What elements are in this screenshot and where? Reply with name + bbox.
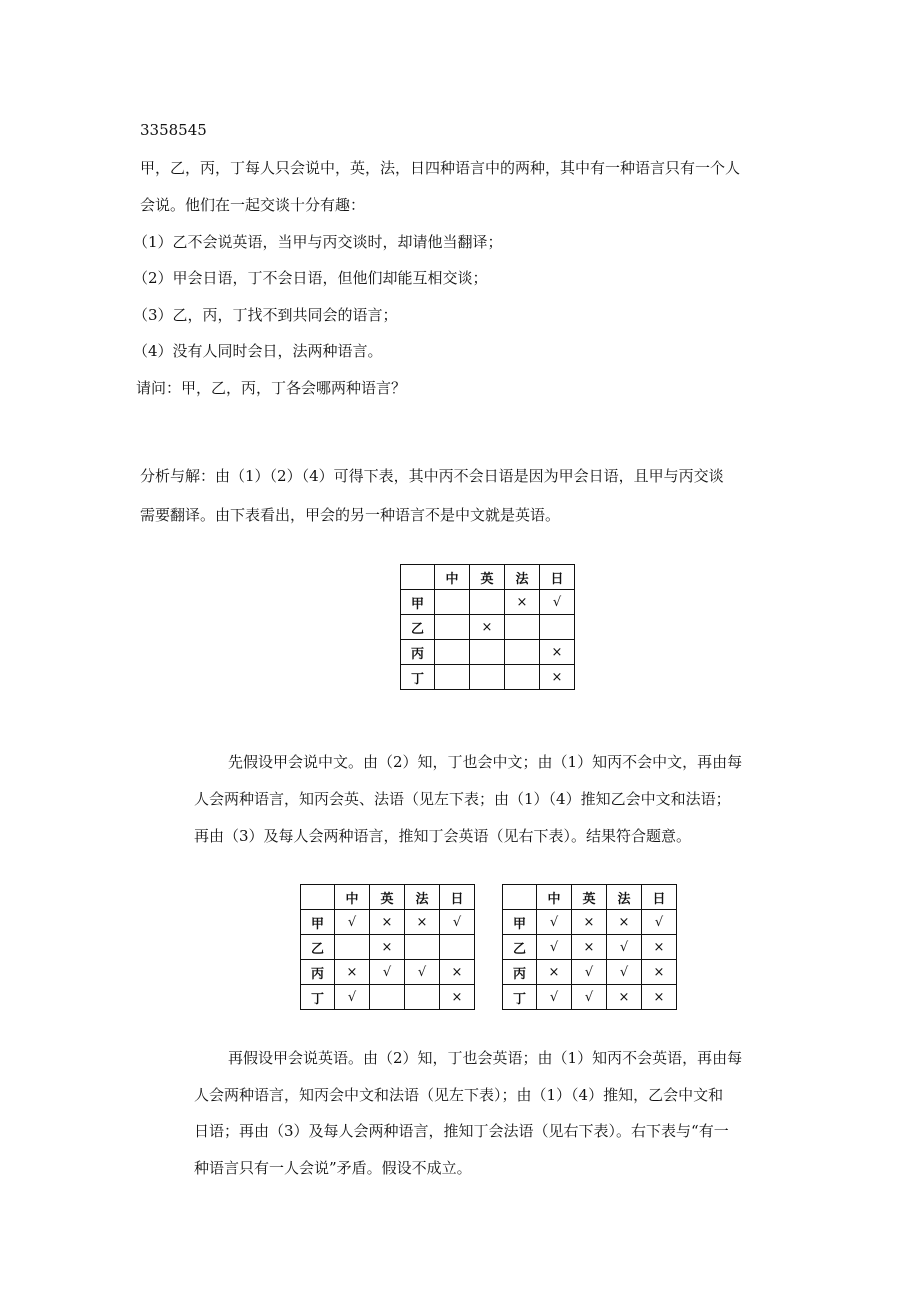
- table-cell: [505, 615, 540, 640]
- table-cell: √: [540, 590, 575, 615]
- table-header-cell: 日: [540, 565, 575, 590]
- analysis-line: 需要翻译。由下表看出，甲会的另一种语言不是中文就是英语。: [140, 506, 561, 524]
- table-header-cell: 中: [335, 885, 370, 910]
- table-cell: ×: [540, 640, 575, 665]
- table-row-header: 甲: [401, 590, 435, 615]
- table-cell: [335, 935, 370, 960]
- table-cell: ×: [572, 910, 607, 935]
- table-cell: [405, 985, 440, 1010]
- table-header-row: [503, 885, 677, 910]
- table-header-cell: 法: [505, 565, 540, 590]
- table-row-header: 丙: [301, 960, 335, 985]
- table-cell: [435, 640, 470, 665]
- problem-line: 甲，乙，丙，丁每人只会说中，英，法，日四种语言中的两种，其中有一种语言只有一个人: [140, 159, 741, 177]
- table-cell: [435, 665, 470, 690]
- table-cell: ×: [370, 910, 405, 935]
- table-cell: ×: [537, 960, 572, 985]
- table-cell: ×: [607, 985, 642, 1010]
- table-cell: √: [335, 910, 370, 935]
- table-row-header: 丁: [503, 985, 537, 1010]
- table-row-header: 丁: [401, 665, 435, 690]
- table-header-cell: 法: [405, 885, 440, 910]
- table-header-row: [301, 885, 475, 910]
- problem-question: 请问：甲，乙，丙，丁各会哪两种语言？: [136, 379, 407, 397]
- table-row: [401, 665, 575, 690]
- table-row-header: 乙: [401, 615, 435, 640]
- table-cell: √: [642, 910, 677, 935]
- table-cell: [505, 640, 540, 665]
- problem-condition-3: （3）乙，丙，丁找不到共同会的语言；: [133, 306, 398, 324]
- table-header-cell: 英: [572, 885, 607, 910]
- table-header-cell: [401, 565, 435, 590]
- table-cell: √: [405, 960, 440, 985]
- table-cell: [505, 665, 540, 690]
- table-cell: ×: [642, 960, 677, 985]
- table-header-cell: 中: [537, 885, 572, 910]
- case2-line: 日语；再由（3）及每人会两种语言，推知丁会法语（见右下表）。右下表与“有一: [194, 1122, 729, 1140]
- table-header-cell: 英: [470, 565, 505, 590]
- problem-condition-2: （2）甲会日语，丁不会日语，但他们却能互相交谈；: [133, 269, 488, 287]
- table-cell: √: [572, 960, 607, 985]
- table-row: [503, 960, 677, 985]
- table-cell: [440, 935, 475, 960]
- table-row: [301, 985, 475, 1010]
- table-cell: ×: [440, 960, 475, 985]
- table-cell: √: [607, 960, 642, 985]
- table-cell: [470, 640, 505, 665]
- table-row: [401, 640, 575, 665]
- table-cell: ×: [440, 985, 475, 1010]
- problem-condition-1: （1）乙不会说英语，当甲与丙交谈时，却请他当翻译；: [133, 233, 503, 251]
- problem-condition-4: （4）没有人同时会日，法两种语言。: [133, 342, 383, 360]
- table-row: [401, 590, 575, 615]
- table-cell: √: [537, 985, 572, 1010]
- table-cell: [540, 615, 575, 640]
- table-header-cell: 中: [435, 565, 470, 590]
- analysis-line: 分析与解：由（1）（2）（4）可得下表，其中丙不会日语是因为甲会日语，且甲与丙交谈: [140, 467, 724, 485]
- table-row-header: 丙: [401, 640, 435, 665]
- table-header-cell: 法: [607, 885, 642, 910]
- table-cell: ×: [335, 960, 370, 985]
- table-row: [301, 935, 475, 960]
- table-row-header: 乙: [503, 935, 537, 960]
- table-cell: ×: [607, 910, 642, 935]
- table-cell: ×: [505, 590, 540, 615]
- case1-line: 先假设甲会说中文。由（2）知，丁也会中文；由（1）知丙不会中文，再由每: [228, 753, 743, 771]
- table-row-header: 丙: [503, 960, 537, 985]
- table-cell: √: [440, 910, 475, 935]
- table-cell: √: [572, 985, 607, 1010]
- table-row: [503, 910, 677, 935]
- table-header-cell: [301, 885, 335, 910]
- table-cell: √: [370, 960, 405, 985]
- table-cell: ×: [572, 935, 607, 960]
- table-cell: [370, 985, 405, 1010]
- table-row-header: 丁: [301, 985, 335, 1010]
- table-row: [401, 615, 575, 640]
- table-case1-left: [300, 884, 475, 1010]
- table-cell: ×: [642, 985, 677, 1010]
- table-cell: [470, 665, 505, 690]
- table-cell: ×: [470, 615, 505, 640]
- table-initial: [400, 564, 575, 690]
- table-cell: ×: [540, 665, 575, 690]
- table-cell: ×: [642, 935, 677, 960]
- table-row: [301, 910, 475, 935]
- table-row-header: 甲: [301, 910, 335, 935]
- table-cell: [435, 590, 470, 615]
- doc-id: 3358545: [140, 121, 207, 139]
- table-row: [301, 960, 475, 985]
- table-row-header: 甲: [503, 910, 537, 935]
- table-cell: √: [537, 910, 572, 935]
- case2-line: 人会两种语言，知丙会中文和法语（见左下表）；由（1）（4）推知，乙会中文和: [194, 1086, 724, 1104]
- table-cell: √: [607, 935, 642, 960]
- case2-line: 再假设甲会说英语。由（2）知，丁也会英语；由（1）知丙不会英语，再由每: [228, 1049, 743, 1067]
- table-case1-right: [502, 884, 677, 1010]
- case1-line: 再由（3）及每人会两种语言，推知丁会英语（见右下表）。结果符合题意。: [194, 827, 692, 845]
- table-cell: √: [537, 935, 572, 960]
- case1-line: 人会两种语言，知丙会英、法语（见左下表；由（1）（4）推知乙会中文和法语；: [194, 790, 731, 808]
- table-header-cell: 日: [642, 885, 677, 910]
- table-cell: √: [335, 985, 370, 1010]
- table-header-cell: [503, 885, 537, 910]
- case2-line: 种语言只有一人会说”矛盾。假设不成立。: [194, 1159, 472, 1177]
- table-cell: [470, 590, 505, 615]
- table-cell: ×: [405, 910, 440, 935]
- problem-line: 会说。他们在一起交谈十分有趣：: [140, 196, 366, 214]
- table-header-cell: 英: [370, 885, 405, 910]
- table-row-header: 乙: [301, 935, 335, 960]
- table-row: [503, 935, 677, 960]
- table-header-cell: 日: [440, 885, 475, 910]
- table-header-row: [401, 565, 575, 590]
- table-row: [503, 985, 677, 1010]
- table-cell: ×: [370, 935, 405, 960]
- table-cell: [405, 935, 440, 960]
- table-cell: [435, 615, 470, 640]
